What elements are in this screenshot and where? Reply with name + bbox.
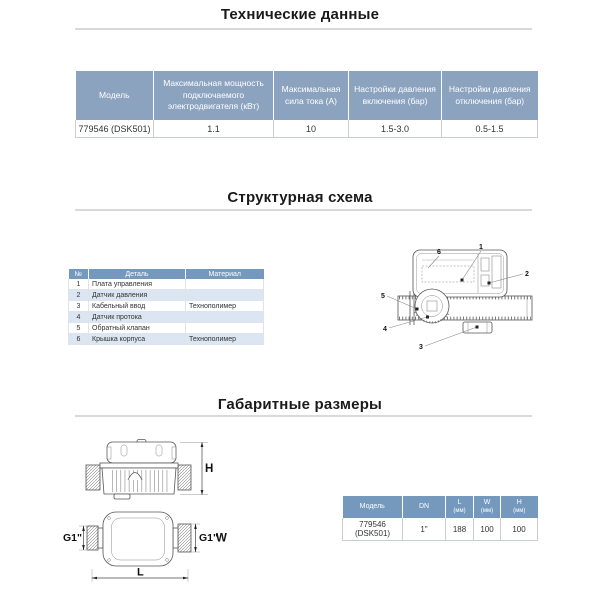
part-material	[186, 279, 264, 290]
table-header-row	[69, 269, 264, 279]
h-cell: 100	[501, 518, 538, 541]
parts-list-table	[68, 269, 264, 345]
callout-5: 5	[381, 293, 385, 300]
column-header: Настройки давления отключения (бар)	[442, 71, 538, 120]
part-number: 5	[69, 323, 89, 334]
part-material	[186, 312, 264, 323]
part-name: Крышка корпуса	[89, 334, 186, 345]
part-number: 4	[69, 312, 89, 323]
table-row	[69, 290, 264, 301]
divider-technical	[75, 28, 532, 30]
pressure-off-cell: 0.5-1.5	[442, 120, 538, 138]
part-number: 3	[69, 301, 89, 312]
column-header: №	[69, 269, 89, 279]
label-w: W	[216, 532, 227, 545]
table-header-row	[76, 71, 538, 120]
column-header: Материал	[186, 269, 264, 279]
table-row	[76, 120, 538, 138]
part-material	[186, 290, 264, 301]
structural-diagram	[370, 232, 550, 365]
part-number: 1	[69, 279, 89, 290]
callout-3: 3	[419, 344, 423, 351]
part-number: 2	[69, 290, 89, 301]
part-number: 6	[69, 334, 89, 345]
part-material: Технополимер	[186, 334, 264, 345]
section-title-dimensions: Габаритные размеры	[217, 396, 383, 413]
dimensional-drawing	[62, 436, 232, 590]
callout-4: 4	[383, 326, 387, 333]
power-cell: 1.1	[154, 120, 274, 138]
pressure-on-cell: 1.5-3.0	[349, 120, 442, 138]
part-material: Технополимер	[186, 301, 264, 312]
column-header: L (мм)	[446, 496, 474, 518]
column-header: W (мм)	[474, 496, 501, 518]
column-header: Максимальная мощность подключаемого электродвигателя (кВт)	[154, 71, 274, 120]
table-row	[69, 301, 264, 312]
callout-1: 1	[479, 244, 483, 251]
model-cell: 779546 (DSK501)	[343, 518, 403, 541]
current-cell: 10	[274, 120, 349, 138]
label-h: H	[205, 463, 214, 475]
technical-data-table	[75, 71, 538, 138]
section-title-technical: Технические данные	[220, 6, 380, 23]
label-g1-left: G1"	[63, 532, 82, 544]
part-name: Кабельный ввод	[89, 301, 186, 312]
table-row	[69, 279, 264, 290]
label-g1-right: G1"	[199, 532, 218, 544]
section-title-structural: Структурная схема	[227, 189, 373, 206]
side-view	[86, 440, 191, 500]
table-row	[69, 334, 264, 345]
l-cell: 188	[446, 518, 474, 541]
part-material	[186, 323, 264, 334]
label-l: L	[137, 566, 144, 579]
table-row	[343, 518, 538, 541]
dn-cell: 1"	[403, 518, 446, 541]
column-header: Модель	[76, 71, 154, 120]
column-header: Деталь	[89, 269, 186, 279]
part-name: Датчик протока	[89, 312, 186, 323]
column-header: DN	[403, 496, 446, 518]
column-header: H (мм)	[501, 496, 538, 518]
table-row	[69, 312, 264, 323]
model-cell: 779546 (DSK501)	[76, 120, 154, 138]
valve-assembly	[415, 289, 449, 323]
part-name: Обратный клапан	[89, 323, 186, 334]
divider-structural	[75, 209, 532, 211]
column-header: Настройки давления включения (бар)	[349, 71, 442, 120]
callout-2: 2	[525, 271, 529, 278]
part-name: Датчик давления	[89, 290, 186, 301]
callout-6: 6	[437, 249, 441, 256]
column-header: Максимальная сила тока (А)	[274, 71, 349, 120]
divider-dimensions	[75, 415, 532, 417]
w-cell: 100	[474, 518, 501, 541]
top-view	[87, 512, 191, 566]
part-name: Плата управления	[89, 279, 186, 290]
table-header-row	[343, 496, 538, 518]
table-row	[69, 323, 264, 334]
column-header: Модель	[343, 496, 403, 518]
dimensions-table	[342, 496, 538, 541]
